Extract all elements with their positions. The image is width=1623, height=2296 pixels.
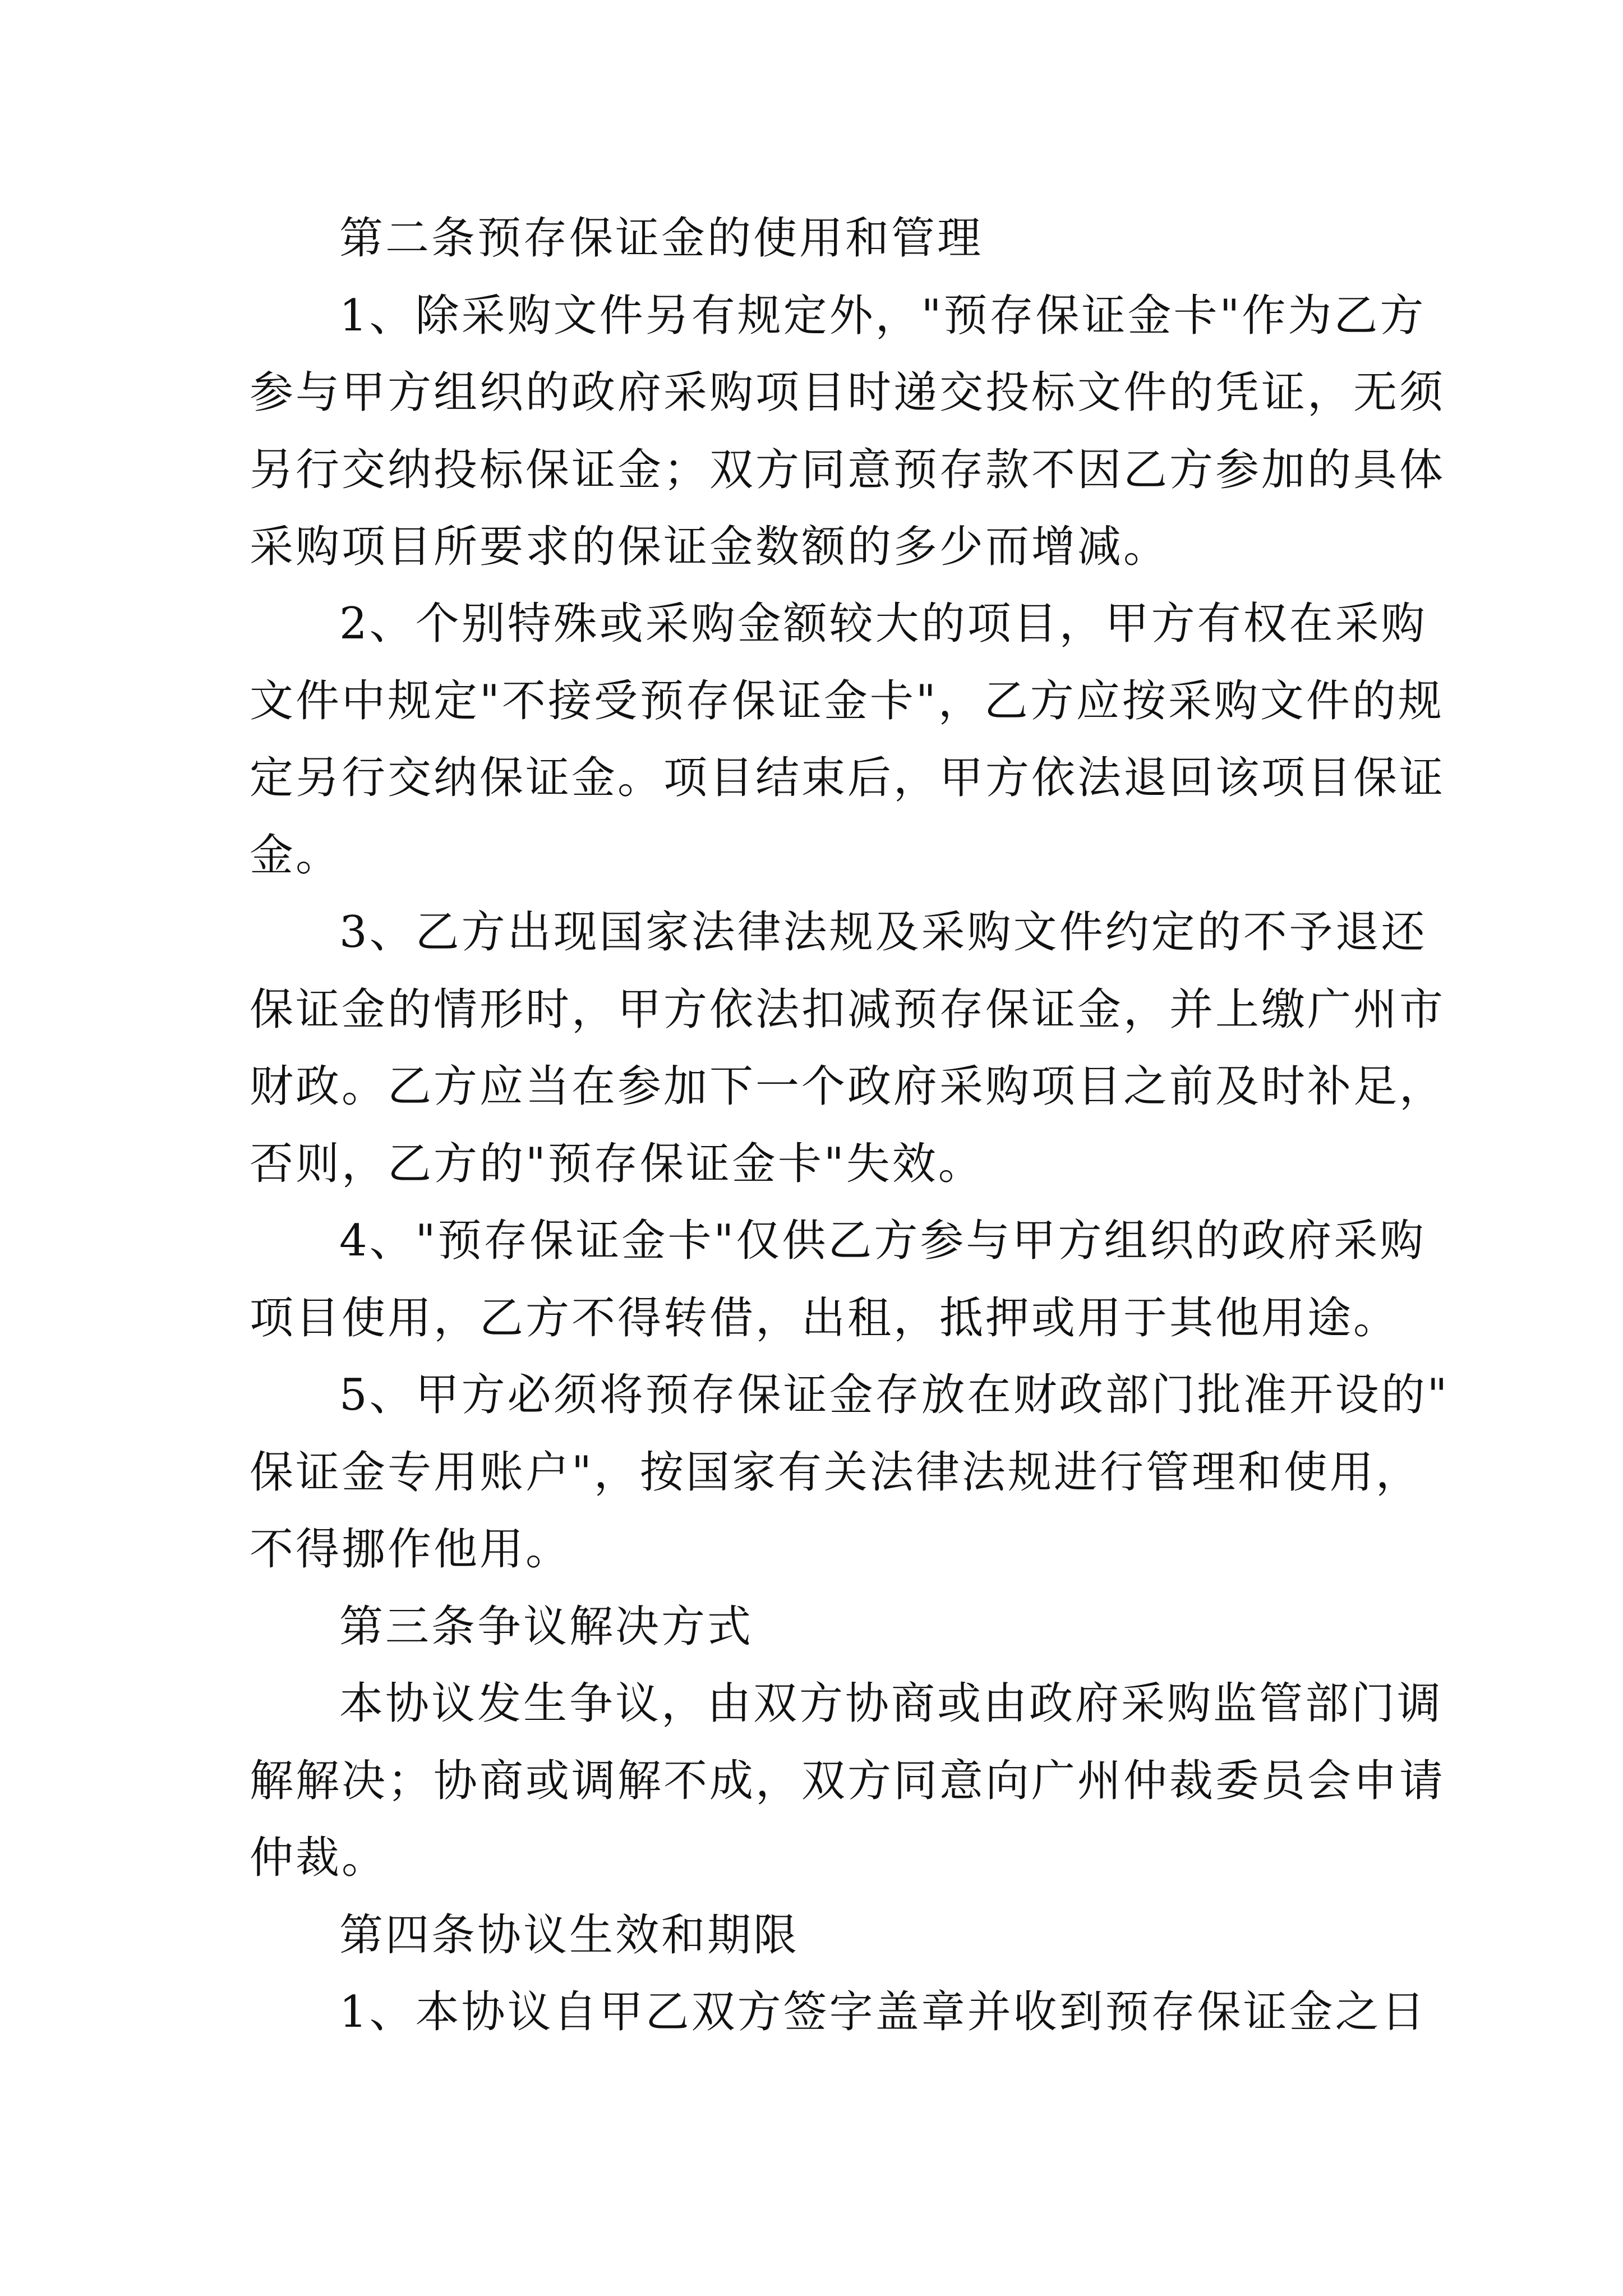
paragraph-line: 文件中规定"不接受预存保证金卡"，乙方应按采购文件的规	[250, 676, 1444, 726]
paragraph-line: 金。	[250, 830, 342, 881]
paragraph-line: 2、个别特殊或采购金额较大的项目，甲方有权在采购	[339, 599, 1427, 649]
section-heading-article-3: 第三条争议解决方式	[339, 1602, 754, 1652]
paragraph-line: 采购项目所要求的保证金数额的多少而增减。	[250, 522, 1170, 572]
section-heading-article-4: 第四条协议生效和期限	[339, 1910, 800, 1961]
paragraph-line: 否则，乙方的"预存保证金卡"失效。	[250, 1139, 984, 1189]
section-heading-article-2: 第二条预存保证金的使用和管理	[339, 213, 984, 264]
paragraph-line: 不得挪作他用。	[250, 1524, 572, 1575]
paragraph-line: 另行交纳投标保证金；双方同意预存款不因乙方参加的具体	[250, 445, 1446, 495]
paragraph-line: 保证金的情形时，甲方依法扣减预存保证金，并上缴广州市	[250, 984, 1446, 1035]
paragraph-line: 仲裁。	[250, 1833, 388, 1883]
paragraph-line: 3、乙方出现国家法律法规及采购文件约定的不予退还	[339, 907, 1427, 958]
paragraph-line: 1、本协议自甲乙双方签字盖章并收到预存保证金之日	[339, 1987, 1427, 2037]
paragraph-line: 本协议发生争议，由双方协商或由政府采购监管部门调	[339, 1678, 1444, 1729]
paragraph-line: 财政。乙方应当在参加下一个政府采购项目之前及时补足，	[250, 1061, 1446, 1112]
paragraph-line: 5、甲方必须将预存保证金存放在财政部门批准开设的"	[339, 1370, 1450, 1420]
paragraph-line: 4、"预存保证金卡"仅供乙方参与甲方组织的政府采购	[339, 1216, 1426, 1266]
paragraph-line: 项目使用，乙方不得转借，出租，抵押或用于其他用途。	[250, 1293, 1400, 1343]
paragraph-line: 参与甲方组织的政府采购项目时递交投标文件的凭证，无须	[250, 367, 1446, 418]
paragraph-line: 解解决；协商或调解不成，双方同意向广州仲裁委员会申请	[250, 1756, 1446, 1806]
paragraph-line: 定另行交纳保证金。项目结束后，甲方依法退回该项目保证	[250, 753, 1446, 803]
paragraph-line: 1、除采购文件另有规定外，"预存保证金卡"作为乙方	[339, 291, 1426, 341]
paragraph-line: 保证金专用账户"，按国家有关法律法规进行管理和使用，	[250, 1447, 1422, 1498]
